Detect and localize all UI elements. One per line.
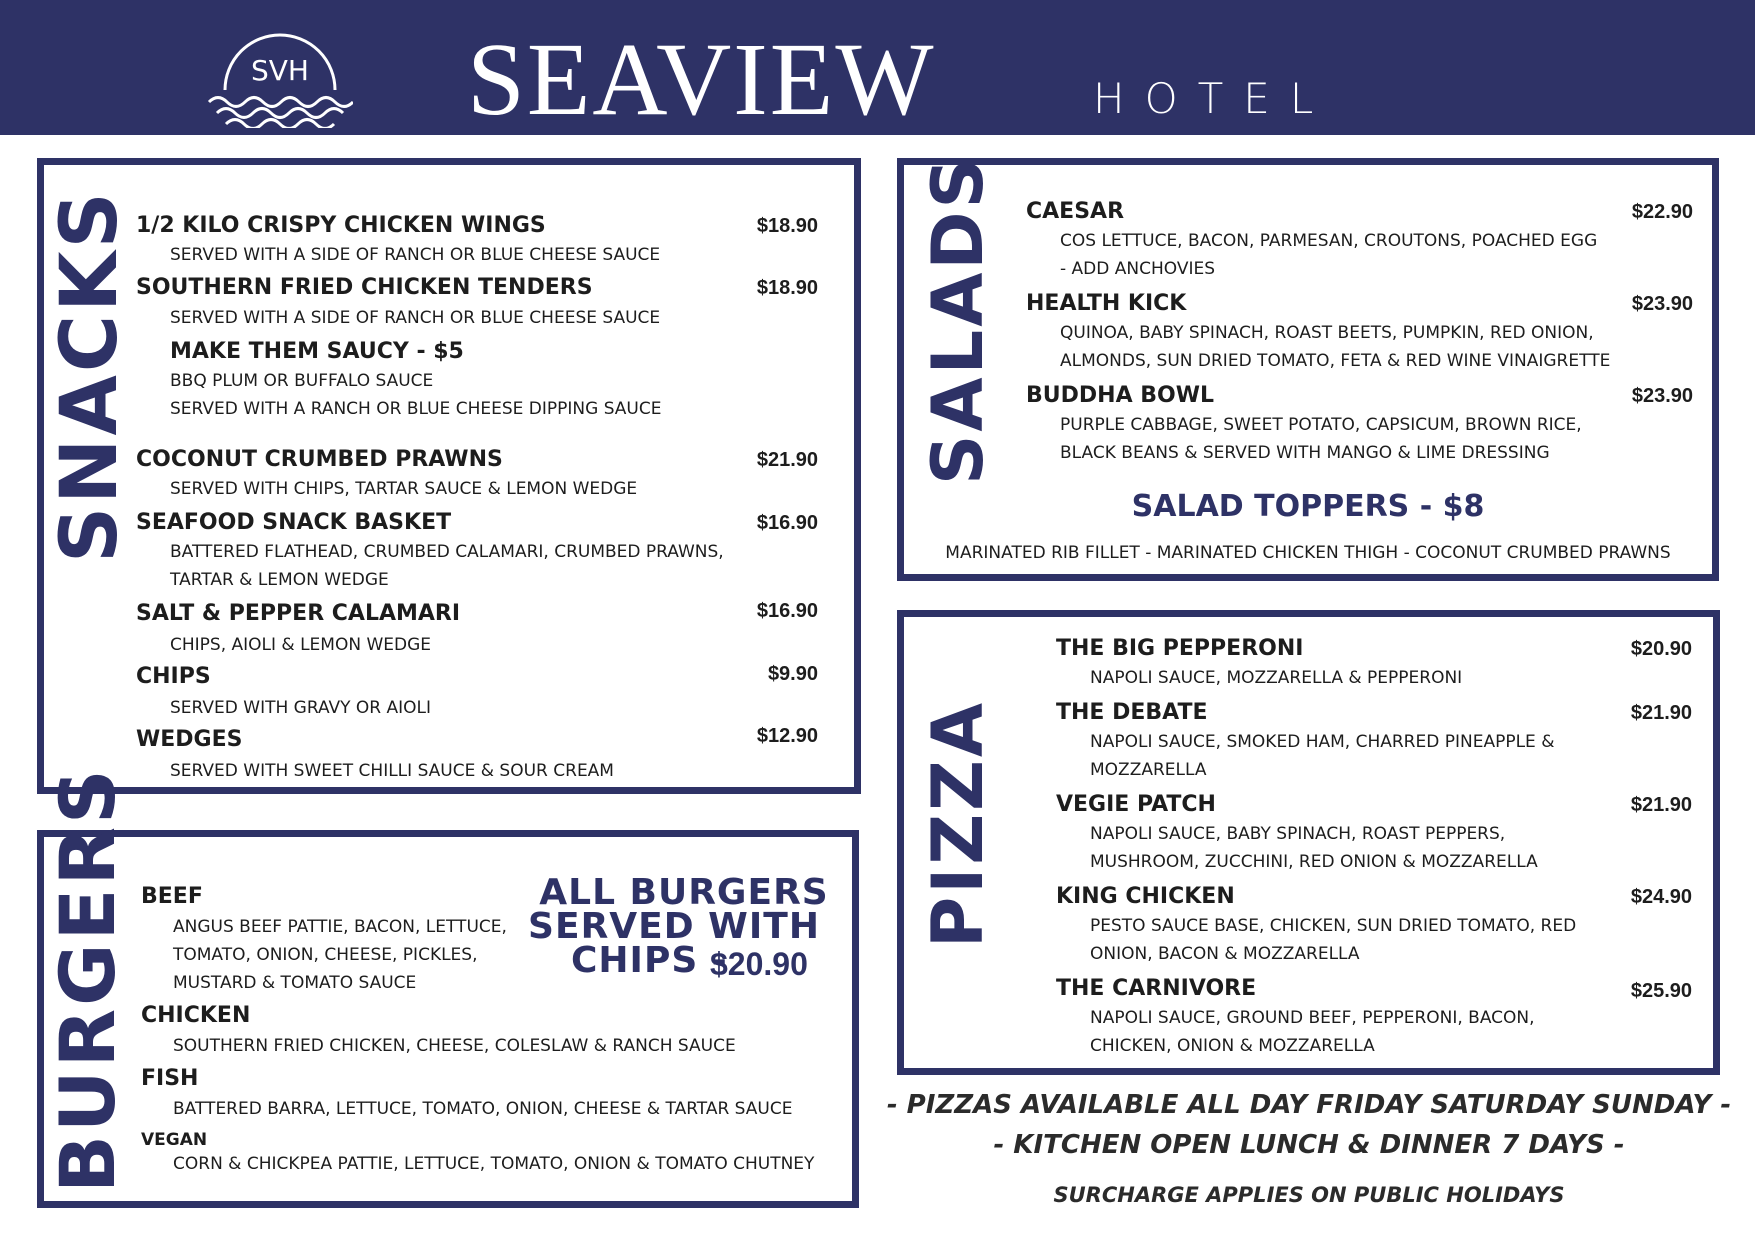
burger-item-desc: MUSTARD & TOMATO SAUCE — [173, 973, 417, 993]
snack-item-name: CHIPS — [136, 664, 211, 689]
burger-promo-line: CHIPS - — [571, 940, 728, 981]
salad-toppers-list: MARINATED RIB FILLET - MARINATED CHICKEN THIGH - COCONUT CRUMBED PRAWNS — [945, 543, 1671, 563]
salad-item-desc: COS LETTUCE, BACON, PARMESAN, CROUTONS, POACHED EGG — [1060, 231, 1598, 251]
pizza-item-desc: MOZZARELLA — [1090, 760, 1207, 780]
snack-item-name: 1/2 KILO CRISPY CHICKEN WINGS — [136, 213, 546, 238]
pizza-item-desc: PESTO SAUCE BASE, CHICKEN, SUN DRIED TOMATO, RED — [1090, 916, 1577, 936]
snack-item-name: WEDGES — [136, 727, 243, 752]
pizza-item-desc: CHICKEN, ONION & MOZZARELLA — [1090, 1036, 1375, 1056]
logo-text: SVH — [251, 54, 309, 87]
burger-item-desc: SOUTHERN FRIED CHICKEN, CHEESE, COLESLAW & RANCH SAUCE — [173, 1036, 736, 1056]
burger-item-name: CHICKEN — [141, 1003, 251, 1028]
header-bar — [0, 0, 1755, 135]
burger-item-desc: BATTERED BARRA, LETTUCE, TOMATO, ONION, CHEESE & TARTAR SAUCE — [173, 1099, 793, 1119]
salad-toppers-title: SALAD TOPPERS - $8 — [1131, 489, 1485, 524]
pizza-item-price: $21.90 — [1630, 794, 1692, 816]
snack-item-price: $21.90 — [756, 449, 818, 471]
pizza-item-name: VEGIE PATCH — [1056, 792, 1216, 817]
brand-name: SEAVIEW — [467, 22, 936, 137]
salad-item-name: HEALTH KICK — [1026, 291, 1187, 316]
saucy-desc: BBQ PLUM OR BUFFALO SAUCE — [170, 371, 434, 391]
salad-item-desc: ALMONDS, SUN DRIED TOMATO, FETA & RED WINE VINAIGRETTE — [1060, 351, 1611, 371]
salad-item-price: $22.90 — [1631, 201, 1693, 223]
snack-item-desc: BATTERED FLATHEAD, CRUMBED CALAMARI, CRUMBED PRAWNS, — [170, 542, 724, 562]
salad-item-desc: BLACK BEANS & SERVED WITH MANGO & LIME DRESSING — [1060, 443, 1550, 463]
salad-item-price: $23.90 — [1631, 293, 1693, 315]
pizza-item-name: THE CARNIVORE — [1056, 976, 1257, 1001]
burger-promo-price: $20.90 — [710, 946, 808, 982]
pizza-item-name: KING CHICKEN — [1056, 884, 1235, 909]
snacks-label: SNACKS — [45, 189, 135, 563]
pizza-item-price: $21.90 — [1630, 702, 1692, 724]
pizza-item-price: $24.90 — [1630, 886, 1692, 908]
kitchen-hours-note: - KITCHEN OPEN LUNCH & DINNER 7 DAYS - — [993, 1130, 1625, 1160]
snack-item-name: SOUTHERN FRIED CHICKEN TENDERS — [136, 275, 593, 300]
burger-item-desc: CORN & CHICKPEA PATTIE, LETTUCE, TOMATO, ONION & TOMATO CHUTNEY — [173, 1154, 815, 1174]
pizza-item-price: $25.90 — [1630, 980, 1692, 1002]
snack-item-desc: SERVED WITH A SIDE OF RANCH OR BLUE CHEESE SAUCE — [170, 308, 661, 328]
snack-item-price: $18.90 — [756, 277, 818, 299]
svh-logo-icon — [207, 28, 353, 128]
pizza-label: PIZZA — [917, 699, 999, 948]
burger-promo-line: ALL BURGERS — [539, 872, 829, 913]
pizza-item-desc: NAPOLI SAUCE, BABY SPINACH, ROAST PEPPERS, — [1090, 824, 1506, 844]
snack-item-price: $12.90 — [756, 725, 818, 747]
salad-item-price: $23.90 — [1631, 385, 1693, 407]
snack-item-price: $18.90 — [756, 215, 818, 237]
snack-item-name: SEAFOOD SNACK BASKET — [136, 510, 452, 535]
snack-item-name: SALT & PEPPER CALAMARI — [136, 601, 461, 626]
saucy-desc: SERVED WITH A RANCH OR BLUE CHEESE DIPPING SAUCE — [170, 399, 662, 419]
saucy-title: MAKE THEM SAUCY - $5 — [170, 339, 464, 364]
salads-label: SALADS — [917, 155, 999, 485]
salad-item-name: CAESAR — [1026, 199, 1125, 224]
snack-item-desc: TARTAR & LEMON WEDGE — [170, 570, 389, 590]
pizza-item-name: THE BIG PEPPERONI — [1056, 636, 1304, 661]
snack-item-desc: SERVED WITH A SIDE OF RANCH OR BLUE CHEESE SAUCE — [170, 245, 661, 265]
snack-item-desc: SERVED WITH SWEET CHILLI SAUCE & SOUR CREAM — [170, 761, 614, 781]
pizza-section — [897, 610, 1720, 1075]
pizza-item-name: THE DEBATE — [1056, 700, 1208, 725]
salad-item-desc: PURPLE CABBAGE, SWEET POTATO, CAPSICUM, BROWN RICE, — [1060, 415, 1582, 435]
salad-item-desc: QUINOA, BABY SPINACH, ROAST BEETS, PUMPKIN, RED ONION, — [1060, 323, 1594, 343]
snacks-section — [37, 158, 861, 794]
burger-item-name: VEGAN — [141, 1130, 208, 1150]
snack-item-price: $16.90 — [756, 512, 818, 534]
pizza-item-price: $20.90 — [1630, 638, 1692, 660]
pizza-availability-note: - PIZZAS AVAILABLE ALL DAY FRIDAY SATURDAY SUNDAY - — [886, 1090, 1732, 1120]
snack-item-price: $9.90 — [767, 663, 818, 685]
snack-item-desc: CHIPS, AIOLI & LEMON WEDGE — [170, 635, 432, 655]
snack-item-desc: SERVED WITH GRAVY OR AIOLI — [170, 698, 432, 718]
salads-section — [897, 155, 1719, 581]
pizza-item-desc: MUSHROOM, ZUCCHINI, RED ONION & MOZZARELLA — [1090, 852, 1538, 872]
snack-item-price: $16.90 — [756, 600, 818, 622]
brand-subtitle: HOTEL — [1093, 74, 1334, 123]
pizza-item-desc: NAPOLI SAUCE, SMOKED HAM, CHARRED PINEAPPLE & — [1090, 732, 1555, 752]
burger-item-desc: ANGUS BEEF PATTIE, BACON, LETTUCE, — [173, 917, 507, 937]
burger-promo-line: SERVED WITH — [528, 906, 820, 947]
burger-item-name: BEEF — [141, 884, 203, 909]
salad-item-name: BUDDHA BOWL — [1026, 383, 1215, 408]
salad-item-desc: - ADD ANCHOVIES — [1060, 259, 1216, 279]
burger-item-name: FISH — [141, 1066, 199, 1091]
surcharge-note: SURCHARGE APPLIES ON PUBLIC HOLIDAYS — [1053, 1183, 1565, 1207]
pizza-item-desc: NAPOLI SAUCE, GROUND BEEF, PEPPERONI, BACON, — [1090, 1008, 1535, 1028]
pizza-item-desc: ONION, BACON & MOZZARELLA — [1090, 944, 1360, 964]
pizza-item-desc: NAPOLI SAUCE, MOZZARELLA & PEPPERONI — [1090, 668, 1463, 688]
burgers-label: BURGERS — [43, 766, 132, 1193]
snack-item-desc: SERVED WITH CHIPS, TARTAR SAUCE & LEMON WEDGE — [170, 479, 638, 499]
snack-item-name: COCONUT CRUMBED PRAWNS — [136, 447, 503, 472]
burger-item-desc: TOMATO, ONION, CHEESE, PICKLES, — [173, 945, 478, 965]
